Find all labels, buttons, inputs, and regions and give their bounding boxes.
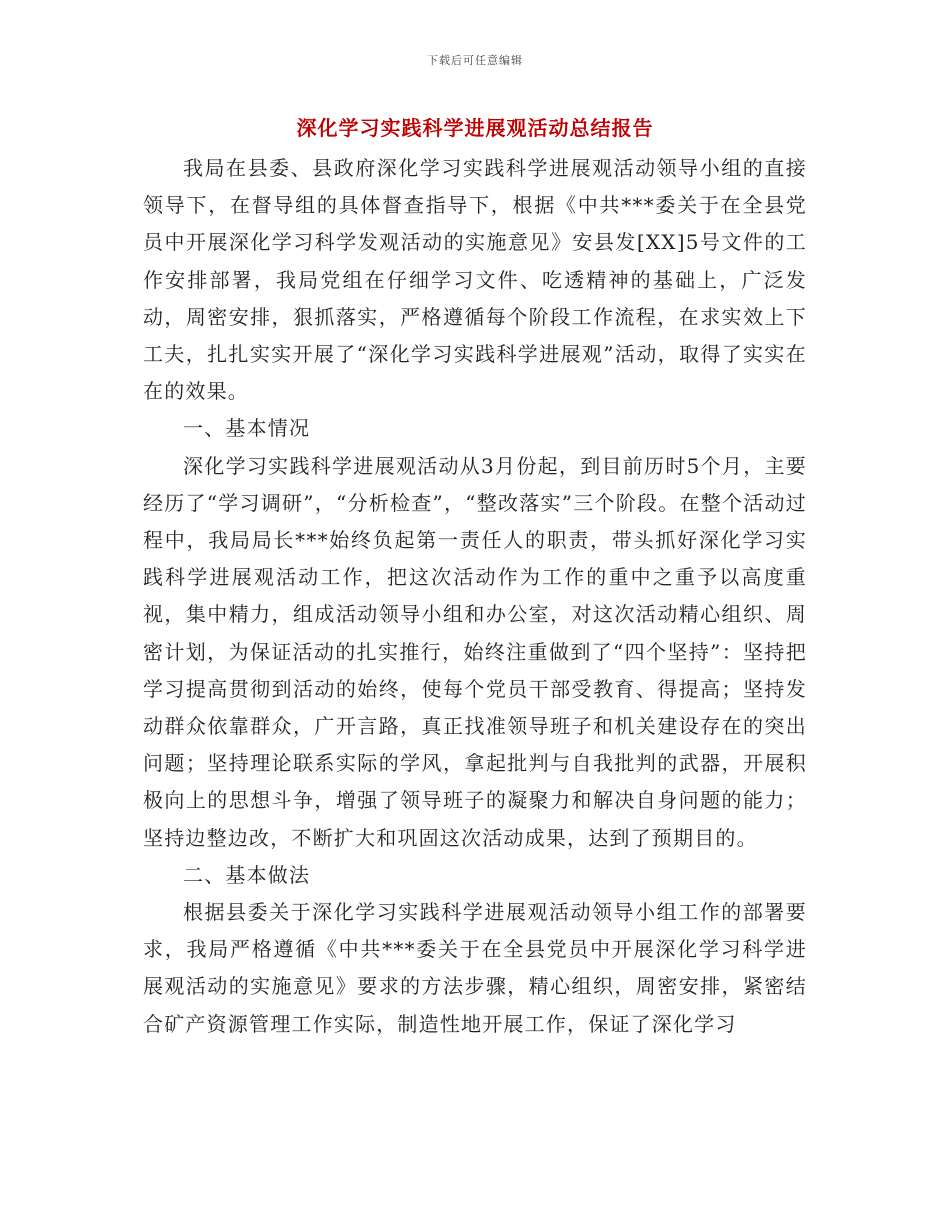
paragraph-basic-methods: 根据县委关于深化学习实践科学进展观活动领导小组工作的部署要求，我局严格遵循《中共***委关于在全县党员中开展深化学习科学进展观活动的实施意见》要求的方法步骤，精心组织，周密安排，紧密结合矿产资源管理工作实际，制造性地开展工作，保证了深化学习	[143, 900, 807, 1036]
section-heading-basic-methods: 二、基本做法	[183, 862, 311, 887]
paragraph-intro: 我局在县委、县政府深化学习实践科学进展观活动领导小组的直接领导下，在督导组的具体督查指导下，根据《中共***委关于在全县党员中开展深化学习科学发观活动的实施意见》安县发[XX]5号文件的工作安排部署，我局党组在仔细学习文件、吃透精神的基础上，广泛发动，周密安排，狠抓落实，严格遵循每个阶段工作流程，在求实效上下工夫，扎扎实实开展了“深化学习实践科学进展观”活动，取得了实实在在的效果。	[143, 156, 807, 404]
header-note: 下载后可任意编辑	[427, 54, 523, 67]
paragraph-basic-situation: 深化学习实践科学进展观活动从3月份起，到目前历时5个月，主要经历了“学习调研”，“分析检查”，“整改落实”三个阶段。在整个活动过程中，我局局长***始终负起第一责任人的职责，带头抓好深化学习实践科学进展观活动工作，把这次活动作为工作的重中之重予以高度重视，集中精力，组成活动领导小组和办公室，对这次活动精心组织、周密计划，为保证活动的扎实推行，始终注重做到了“四个坚持”：坚持把学习提高贯彻到活动的始终，使每个党员干部受教育、得提高；坚持发动群众依靠群众，广开言路，真正找准领导班子和机关建设存在的突出问题；坚持理论联系实际的学风，拿起批判与自我批判的武器，开展积极向上的思想斗争，增强了领导班子的凝聚力和解决自身问题的能力；坚持边整边改，不断扩大和巩固这次活动成果，达到了预期目的。	[143, 453, 807, 850]
section-heading-basic-situation: 一、基本情况	[183, 416, 311, 441]
document-title: 深化学习实践科学进展观活动总结报告	[296, 116, 654, 140]
document-body	[143, 150, 807, 1043]
